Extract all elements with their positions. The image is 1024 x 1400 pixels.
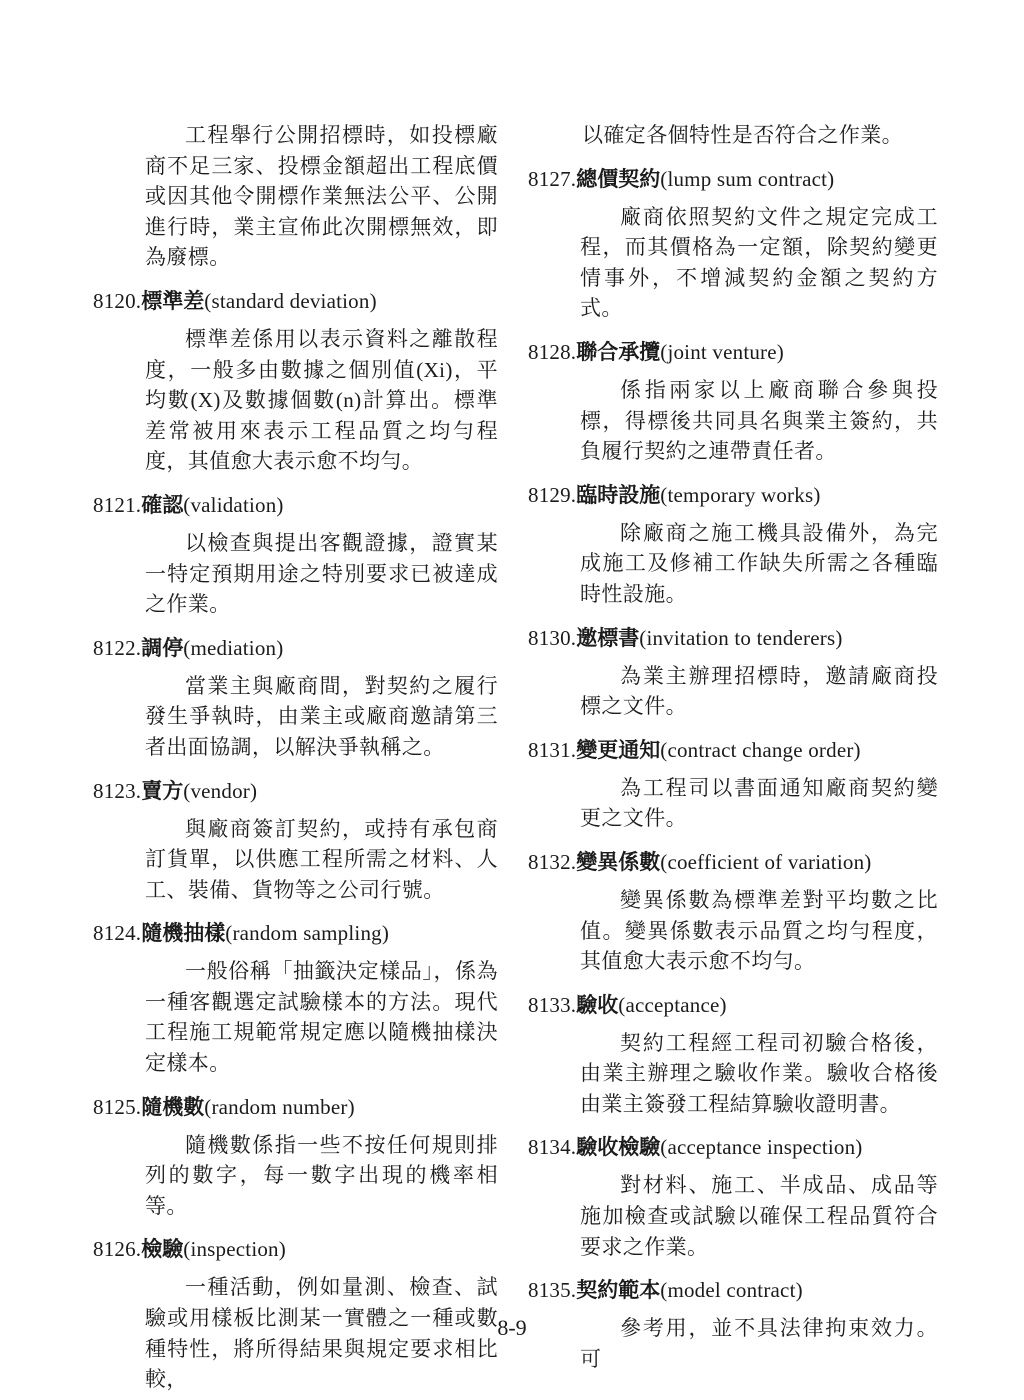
entry-english: (invitation to tenderers)	[639, 625, 843, 650]
entry-definition: 契約工程經工程司初驗合格後，由業主辦理之驗收作業。驗收合格後由業主簽發工程結算驗收證明書。	[580, 1030, 938, 1116]
glossary-entry-8132	[528, 847, 938, 977]
entry-english: (acceptance inspection)	[660, 1135, 863, 1160]
entry-definition: 係指兩家以上廠商聯合參與投標，得標後共同具名與業主簽約，共負履行契約之連帶責任者。	[580, 377, 938, 464]
entry-number: 8125.	[93, 1094, 142, 1119]
entry-heading-8126	[93, 1234, 498, 1265]
entry-definition: 隨機數係指一些不按任何規則排列的數字，每一數字出現的機率相等。	[145, 1132, 498, 1218]
entry-heading-8121	[93, 490, 498, 521]
entry-heading-8130	[528, 623, 938, 654]
entry-english: (standard deviation)	[204, 288, 377, 313]
glossary-entry-8122	[93, 633, 498, 763]
left-column	[93, 120, 498, 1395]
glossary-entry-8130	[528, 623, 938, 722]
glossary-entry-8121	[93, 490, 498, 620]
glossary-entry-8128	[528, 337, 938, 467]
entry-english: (random sampling)	[225, 921, 390, 946]
entry-term: 驗收	[576, 992, 619, 1017]
continuation-paragraph-8119: 工程舉行公開招標時，如投標廠商不足三家、投標金額超出工程底價或因其他令開標作業無法公平、公開進行時，業主宣佈此次開標無效，即為廢標。	[145, 123, 498, 270]
entry-heading-8123	[93, 776, 498, 807]
entry-number: 8120.	[93, 288, 142, 313]
glossary-entry-8133	[528, 990, 938, 1120]
entry-number: 8132.	[528, 849, 577, 874]
entry-definition: 一種活動，例如量測、檢查、試驗或用樣板比測某一實體之一種或數種特性，將所得結果與規定要求相比較，	[145, 1275, 498, 1392]
entry-term: 變更通知	[576, 737, 661, 762]
entry-term: 隨機數	[141, 1094, 205, 1119]
entry-term: 契約範本	[576, 1278, 661, 1303]
entry-term: 驗收檢驗	[576, 1135, 661, 1160]
entry-number: 8123.	[93, 778, 142, 803]
entry-heading-8129	[528, 480, 938, 511]
entry-heading-8134	[528, 1132, 938, 1163]
entry-english: (inspection)	[183, 1237, 286, 1262]
glossary-entry-8120	[93, 286, 498, 477]
entry-number: 8121.	[93, 492, 142, 517]
entry-definition: 變異係數為標準差對平均數之比值。變異係數表示品質之均勻程度，其值愈大表示愈不均勻。	[580, 887, 938, 974]
entry-english: (vendor)	[183, 778, 258, 803]
entry-english: (joint venture)	[660, 339, 784, 364]
glossary-entry-8134	[528, 1132, 938, 1262]
entry-number: 8124.	[93, 921, 142, 946]
entry-english: (temporary works)	[660, 482, 821, 507]
entry-term: 聯合承攬	[576, 339, 661, 364]
glossary-entry-8129	[528, 480, 938, 610]
entry-heading-8133	[528, 990, 938, 1021]
glossary-entry-8131	[528, 735, 938, 834]
entry-heading-8122	[93, 633, 498, 664]
glossary-entry-8127	[528, 164, 938, 324]
entry-heading-8124	[93, 918, 498, 949]
entry-term: 變異係數	[576, 849, 661, 874]
continuation-paragraph-8126: 以確定各個特性是否符合之作業。	[582, 123, 903, 147]
entry-definition: 參考用，並不具法律拘束效力。可	[580, 1316, 938, 1371]
entry-definition: 當業主與廠商間，對契約之履行發生爭執時，由業主或廠商邀請第三者出面協調，以解決爭執稱之。	[145, 673, 498, 759]
entry-english: (random number)	[204, 1094, 355, 1119]
entry-number: 8131.	[528, 737, 577, 762]
entry-term: 臨時設施	[576, 482, 661, 507]
entry-term: 賣方	[141, 778, 184, 803]
entry-definition: 對材料、施工、半成品、成品等施加檢查或試驗以確保工程品質符合要求之作業。	[580, 1173, 938, 1259]
entry-heading-8132	[528, 847, 938, 878]
entry-term: 確認	[141, 492, 184, 517]
entry-english: (contract change order)	[660, 737, 861, 762]
entry-english: (lump sum contract)	[660, 166, 835, 191]
entry-english: (mediation)	[183, 635, 284, 660]
entry-definition: 廠商依照契約文件之規定完成工程，而其價格為一定額，除契約變更情事外，不增減契約金額之契約方式。	[580, 204, 938, 321]
entry-heading-8120	[93, 286, 498, 317]
entry-heading-8135	[528, 1275, 938, 1306]
entry-heading-8125	[93, 1092, 498, 1123]
entry-number: 8130.	[528, 625, 577, 650]
entry-definition: 標準差係用以表示資料之離散程度，一般多由數據之個別值(Xi)，平均數(X)及數據個數(n)計算出。標準差常被用來表示工程品質之均勻程度，其值愈大表示愈不均勻。	[145, 326, 498, 474]
entry-definition: 與廠商簽訂契約，或持有承包商訂貨單，以供應工程所需之材料、人工、裝備、貨物等之公司行號。	[145, 816, 498, 902]
entry-number: 8126.	[93, 1237, 142, 1262]
entry-heading-8128	[528, 337, 938, 368]
entry-term: 調停	[141, 635, 184, 660]
glossary-entry-8123	[93, 776, 498, 906]
entry-term: 邀標書	[576, 625, 640, 650]
glossary-entry-8125	[93, 1092, 498, 1222]
entry-heading-8127	[528, 164, 938, 195]
entry-heading-8131	[528, 735, 938, 766]
entry-term: 總價契約	[576, 166, 661, 191]
glossary-entry-8124	[93, 918, 498, 1078]
entry-number: 8128.	[528, 339, 577, 364]
entry-number: 8127.	[528, 166, 577, 191]
page-number: 8-9	[497, 1315, 527, 1340]
entry-english: (validation)	[183, 492, 284, 517]
entry-english: (coefficient of variation)	[660, 849, 872, 874]
entry-number: 8133.	[528, 992, 577, 1017]
entry-number: 8134.	[528, 1135, 577, 1160]
entry-number: 8122.	[93, 635, 142, 660]
entry-english: (model contract)	[660, 1278, 803, 1303]
entry-definition: 為業主辦理招標時，邀請廠商投標之文件。	[580, 663, 938, 719]
entry-term: 標準差	[141, 288, 205, 313]
entry-definition: 以檢查與提出客觀證據，證實某一特定預期用途之特別要求已被達成之作業。	[145, 530, 498, 617]
entry-definition: 為工程司以書面通知廠商契約變更之文件。	[580, 775, 938, 831]
entry-term: 隨機抽樣	[141, 921, 226, 946]
entry-number: 8129.	[528, 482, 577, 507]
entry-definition: 一般俗稱「抽籤決定樣品」，係為一種客觀選定試驗樣本的方法。現代工程施工規範常規定應以隨機抽樣決定樣本。	[145, 959, 498, 1076]
right-column	[528, 120, 938, 1374]
entry-term: 檢驗	[141, 1237, 184, 1262]
entry-english: (acceptance)	[618, 992, 727, 1017]
entry-definition: 除廠商之施工機具設備外，為完成施工及修補工作缺失所需之各種臨時性設施。	[580, 520, 938, 606]
entry-number: 8135.	[528, 1278, 577, 1303]
